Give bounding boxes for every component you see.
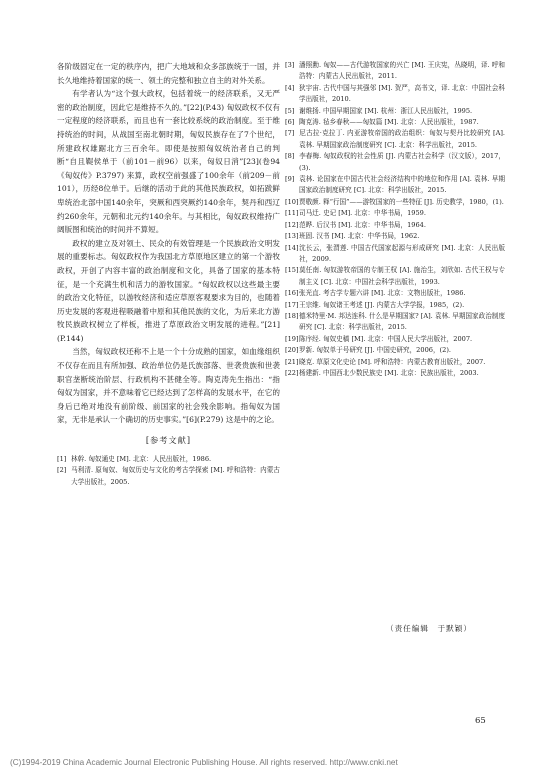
reference-item (285, 311, 505, 334)
reference-item (285, 60, 505, 83)
reference-item (285, 231, 505, 242)
reference-number: [5] (285, 106, 295, 115)
reference-number: [13] (285, 232, 299, 241)
reference-number: [7] (285, 129, 295, 138)
reference-text: 狄宇宙. 古代中国与其强邻 [M]. 贺严，高书文，译. 北京：中国社会科学出版社，2010. (299, 83, 505, 104)
reference-item (285, 106, 505, 117)
reference-number: [17] (285, 300, 299, 309)
reference-number: [4] (285, 83, 295, 92)
reference-number: [21] (285, 357, 299, 366)
reference-text: 杨建新. 中国西北少数民族史 [M]. 北京：民族出版社，2003. (299, 368, 479, 377)
reference-item (285, 345, 505, 356)
reference-text: 班固. 汉书 [M]. 北京：中华书局，1962. (299, 232, 420, 241)
reference-item (57, 465, 280, 488)
reference-number: [6] (285, 118, 295, 127)
reference-list-left (57, 454, 280, 488)
reference-text: 潘照勳. 匈奴——古代游牧国家的兴亡 [M]. 王庆宪，丛晓明，译. 呼和浩特：内蒙古人民出版社，2011. (299, 61, 505, 81)
reference-text: 范晔. 后汉书 [M]. 北京：中华书局，1964. (299, 220, 426, 229)
reference-text: 陶克涛. 毡乡春秋——匈奴篇 [M]. 北京：人民出版社，1987. (299, 118, 479, 127)
reference-number: [3] (285, 61, 295, 69)
reference-text: 袁林. 论国家在中国古代社会经济结构中的地位和作用 [A]. 袁林. 早期国家政治制度研究 [C]. 北京：科学出版社，2015. (299, 175, 505, 195)
reference-item (285, 174, 505, 197)
reference-text: 陈序经. 匈奴史稿 [M]. 北京：中国人民大学出版社，2007. (299, 334, 473, 343)
reference-text: 尼古拉·克拉丁. 内亚游牧帝国的政治组织：匈奴与契丹比较研究 [A]. 袁林. 早期国家政治制度研究 [C]. 北京：科学出版社，2015. (299, 129, 505, 149)
reference-number: [22] (285, 368, 299, 377)
reference-text: 莫任南. 匈奴游牧帝国的专制王权 [A]. 施治生，刘欣如. 古代王权与专制主义 [C]. 北京：中国社会科学出版社，1993. (299, 266, 505, 286)
reference-item (285, 265, 505, 288)
reference-text: 司马迁. 史记 [M]. 北京：中华书局，1959. (299, 209, 426, 218)
reference-list-right (285, 60, 505, 379)
body-paragraph: 有学者认为“这个强大政权，包括着统一的经济联系，又无严密的政治制度，因此它是维持不久的。”[22](P.43) 匈奴政权不仅有一定程度的经济联系，而且也有一套比较系统的政治制度。至于维持统治的时间，从战国至南北朝时期，匈奴民族存在了7个世纪，所建政权雄踞北方三百余年。即使是按照匈奴统治者自己的判断“自且鞮侯单于（前101－前96）以来，匈奴日消”[23](卷94《匈奴传》P.3797) 来算，政权空前强盛了100余年（前209－前101），历经8位单于。后继的活动于此的其他民族政权，如拓跋鲜卑统治北部中国140余年，突厥和西突厥约140余年，契丹和西辽约260余年，元朝和北元约140余年。与其相比，匈奴政权维持广阔版图和统治的时间并不算短。 (57, 89, 280, 235)
reference-item (285, 357, 505, 368)
reference-number: [9] (285, 175, 295, 184)
reference-number: [20] (285, 346, 299, 355)
reference-number: [16] (285, 289, 299, 298)
reference-text: 林幹. 匈奴通史 [M]. 北京：人民出版社，1986. (71, 455, 212, 464)
reference-item (285, 368, 505, 379)
reference-text: 李春梅. 匈奴政权的社会性质 [J]. 内蒙古社会科学（汉文版），2017，(3). (299, 152, 505, 172)
reference-item (285, 83, 505, 106)
page-number: 65 (475, 716, 486, 726)
left-column (57, 60, 280, 488)
reference-number: [11] (285, 209, 299, 218)
reference-number: [1] (57, 455, 67, 464)
reference-item (285, 334, 505, 345)
reference-number: [14] (285, 243, 299, 252)
reference-number: [15] (285, 266, 299, 275)
body-paragraph: 当然，匈奴政权还称不上是一个十分成熟的国家，如血缘组织不仅存在而且有所加强、政治单位仍是氏族部落、世袭贵族和世袭职官垄断统治阶层、行政机构不甚健全等。陶克涛先生指出：“指匈奴为国家，并不意味着它已经达到了怎样高的发展水平，在它的身后已绝对地没有前阶级、前国家的社会残余影响。指匈奴为国家，无非是承认一个确切的历史事实。”[6](P.279) 这是中的之论。 (57, 347, 280, 425)
reference-item (285, 197, 505, 208)
reference-item (285, 208, 505, 219)
reference-item (285, 243, 505, 266)
reference-item (285, 220, 505, 231)
copyright-footer: (C)1994-2019 China Academic Journal Electronic Publishing House. All rights reserved. http://www.cnki.net (10, 758, 398, 767)
reference-item (57, 454, 280, 465)
reference-item (285, 288, 505, 299)
reference-text: 罗新. 匈奴单于号研究 [J]. 中国史研究，2006，(2). (299, 346, 451, 355)
reference-text: 张光直. 考古学专题六讲 [M]. 北京：文物出版社，1986. (299, 289, 466, 298)
body-paragraph: 政权的建立及对领土、民众的有效管理是一个民族政治文明发展的重要标志。匈奴政权作为我国北方草原地区建立的第一个游牧政权，开创了内容丰富的政治制度和文化，具备了国家的基本特征，是一个充满生机和活力的游牧国家。“匈奴政权以这些最主要的政治文化特征，以游牧经济和适应草原客观要求为目的，也随着历史发展的客观进程吸融着中原和其他民族的文化，为后来北方游牧民族政权树立了样板，推进了草原政治文明发展的进程。”[21](P.144) (57, 238, 280, 343)
reference-number: [10] (285, 197, 299, 206)
right-column (285, 60, 505, 379)
reference-item (285, 117, 505, 128)
editor-note: （责任编辑 于默颖） (386, 624, 472, 633)
reference-number: [8] (285, 152, 295, 161)
reference-text: 沈长云，张渭莲. 中国古代国家起源与形成研究 [M]. 北京：人民出版社，2009. (299, 243, 505, 263)
reference-text: 德米特里·M. 邦达连科. 什么是早期国家? [A]. 袁林. 早期国家政治制度研究 [C]. 北京：科学出版社，2015. (299, 311, 505, 332)
reference-text: 谢维扬. 中国早期国家 [M]. 杭州：浙江人民出版社，1995. (299, 106, 473, 115)
reference-number: [19] (285, 334, 299, 343)
reference-number: [18] (285, 311, 299, 320)
body-paragraph: 各阶级固定在一定的秩序内，把广大地域和众多部族统于一国，并长久地维持着国家的统一、领土的完整和独立自主的对外关系。 (57, 62, 280, 85)
reference-text: 王宗维. 匈奴诸王考述 [J]. 内蒙古大学学报，1985，(2). (299, 300, 465, 309)
reference-item (285, 151, 505, 174)
reference-text: 马利清. 原匈奴、匈奴历史与文化的考古学探索 [M]. 呼和浩特：内蒙古大学出版社，2005. (71, 466, 280, 486)
reference-number: [12] (285, 220, 299, 229)
references-heading: [参考文献] (145, 435, 192, 446)
reference-text: 晓克. 草原文化史论 [M]. 呼和浩特：内蒙古教育出版社，2007. (299, 357, 486, 366)
reference-number: [2] (57, 466, 67, 475)
reference-item (285, 300, 505, 311)
reference-text: 贾敬颜. 释“行国”——游牧国家的一些特征 [J]. 历史教学，1980，(1). (299, 197, 504, 206)
reference-item (285, 128, 505, 151)
